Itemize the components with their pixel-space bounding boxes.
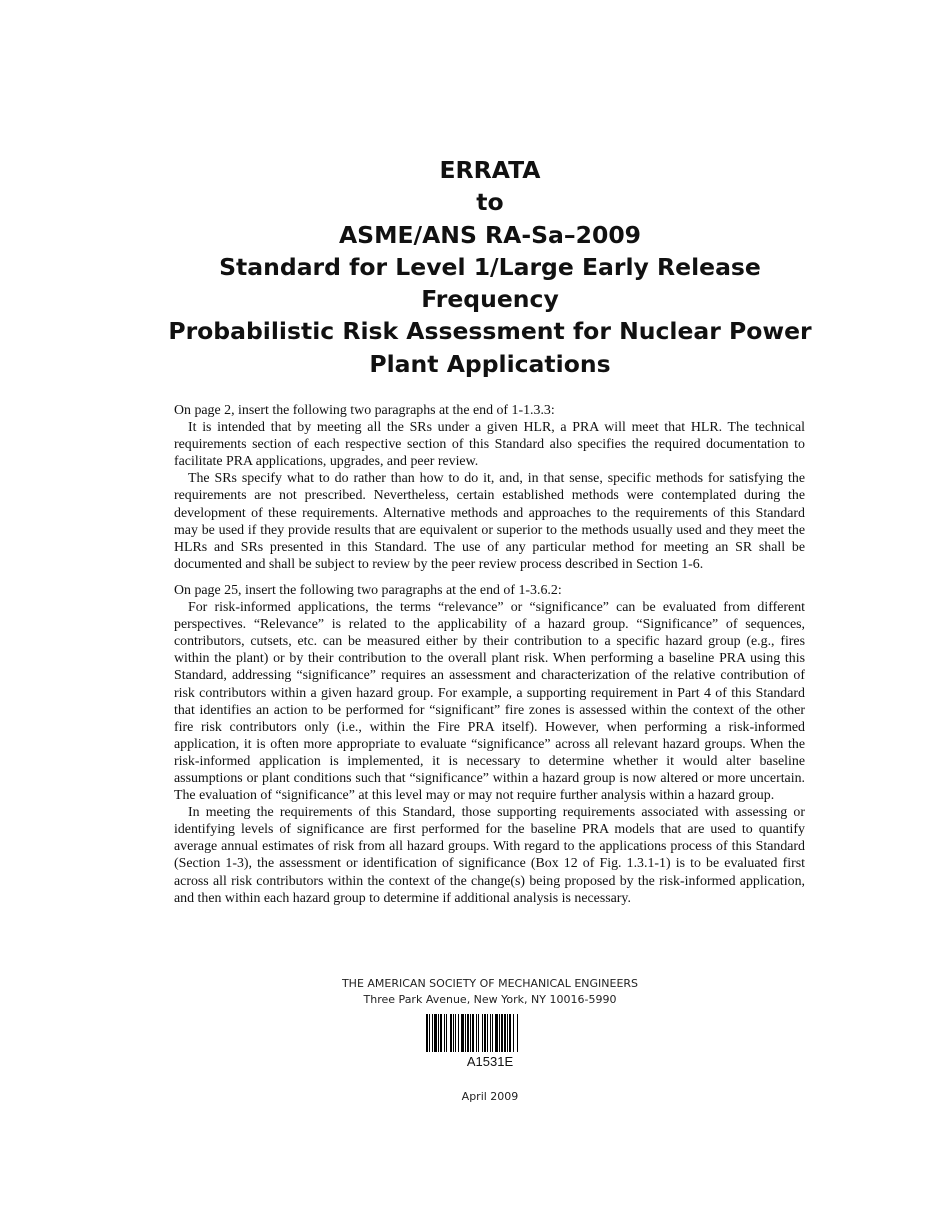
publisher-address: Three Park Avenue, New York, NY 10016-5990	[363, 993, 617, 1006]
section1-paragraph-1: It is intended that by meeting all the SRs under a given HLR, a PRA will meet that HLR. The technical requirements section of each respective section of this Standard also specifies the required documentation to facilitate PRA applications, upgrades, and peer review.	[174, 420, 805, 470]
barcode-graphic	[425, 1014, 553, 1052]
barcode-bar	[467, 1014, 469, 1052]
barcode-bar	[461, 1014, 464, 1052]
barcode-bar	[513, 1014, 514, 1052]
section2-paragraph-1: For risk-informed applications, the terms “relevance” or “significance” can be evaluated from different perspectives. “Relevance” is related to the applicability of a hazard group. “Significance” of sequences, contributors, cutsets, etc. can be measured either by their contribution to a specific hazard group (e.g., fires within the plant) or by their contribution to the overall plant risk. When performing a baseline PRA using this Standard, addressing “significance” requires an assessment and characterization of the relative contribution of risk contributors within a given hazard group. For example, a supporting requirement in Part 4 of this Standard that identifies an action to be performed for “significant” fire zones is assessed within the context of the other fire risk contributors only (i.e., within the Fire PRA itself). However, when performing a risk-informed application, it is often more appropriate to evaluate “significance” across all relevant hazard groups. When the risk-informed application is implemented, it is necessary to determine whether it would alter baseline assumptions or plant conditions such that “significance” within a hazard group is now altered or more uncertain. The evaluation of “significance” at this level may or may not require further analysis within a hazard group.	[174, 600, 805, 804]
barcode-bar	[446, 1014, 447, 1052]
title-line-standard-id: ASME/ANS RA-Sa–2009	[338, 220, 642, 249]
barcode-bar	[438, 1014, 439, 1052]
barcode-bar	[429, 1014, 430, 1052]
barcode-bar	[470, 1014, 471, 1052]
barcode-bar	[487, 1014, 488, 1052]
title-line-to: to	[476, 188, 504, 217]
barcode-bar	[450, 1014, 452, 1052]
section2-intro: On page 25, insert the following two paragraphs at the end of 1-3.6.2:	[174, 582, 562, 598]
barcode-bar	[507, 1014, 508, 1052]
barcode-bar	[472, 1014, 474, 1052]
title-line-errata: ERRATA	[439, 156, 541, 184]
document-title	[150, 154, 830, 380]
barcode-bar	[444, 1014, 445, 1052]
publisher-block	[240, 976, 740, 1008]
barcode-bar	[434, 1014, 437, 1052]
section2-paragraph-2: In meeting the requirements of this Standard, those supporting requirements associated with assessing or identifying levels of significance are first performed for the baseline PRA models that are used to quantify average annual estimates of risk from all hazard groups. With regard to the applications process of this Standard (Section 1-3), the assessment or identification of significance (Box 12 of Fig. 1.3.1-1) is to be evaluated first across all risk contributors within the context of the change(s) being proposed by the risk-informed application, and then within each hazard group to determine if additional analysis is necessary.	[174, 805, 805, 906]
errata-body	[174, 402, 805, 907]
barcode-bar	[490, 1014, 491, 1052]
barcode-bar	[465, 1014, 466, 1052]
barcode-bar	[484, 1014, 486, 1052]
barcode-number: A1531E	[466, 1054, 514, 1069]
title-line-standard-name-3: Plant Applications	[369, 349, 611, 378]
publisher-name: THE AMERICAN SOCIETY OF MECHANICAL ENGINEERS	[341, 977, 639, 990]
barcode-bar	[482, 1014, 483, 1052]
barcode-bar	[453, 1014, 454, 1052]
barcode-bar	[495, 1014, 498, 1052]
barcode-bar	[440, 1014, 442, 1052]
barcode-bar	[426, 1014, 428, 1052]
title-line-standard-name-2: Probabilistic Risk Assessment for Nuclear Power	[168, 317, 812, 346]
section1-intro: On page 2, insert the following two paragraphs at the end of 1-1.3.3:	[174, 403, 555, 418]
barcode-bar	[509, 1014, 511, 1052]
publication-date: April 2009	[461, 1090, 519, 1103]
barcode-bar	[501, 1014, 503, 1052]
title-line-standard-name-1: Standard for Level 1/Large Early Release Frequency	[219, 252, 761, 314]
barcode-bar	[476, 1014, 477, 1052]
barcode-bar	[432, 1014, 433, 1052]
barcode-bar	[504, 1014, 506, 1052]
barcode-bar	[458, 1014, 459, 1052]
barcode-bar	[499, 1014, 500, 1052]
barcode-bar	[492, 1014, 493, 1052]
barcode-bar	[478, 1014, 479, 1052]
barcode-bar	[517, 1014, 518, 1052]
barcode-bar	[455, 1014, 456, 1052]
section1-paragraph-2: The SRs specify what to do rather than how to do it, and, in that sense, specific methods for satisfying the requirements are not prescribed. Nevertheless, certain established methods were contemplated during the development of these requirements. Alternative methods and approaches to the requirements of this Standard may be used if they provide results that are equivalent or superior to the methods usually used and they meet the HLRs and SRs presented in this Standard. The use of any particular method for meeting an SR shall be documented and shall be subject to review by the peer review process described in Section 1-6.	[174, 471, 805, 572]
section-divider-space	[174, 573, 805, 582]
